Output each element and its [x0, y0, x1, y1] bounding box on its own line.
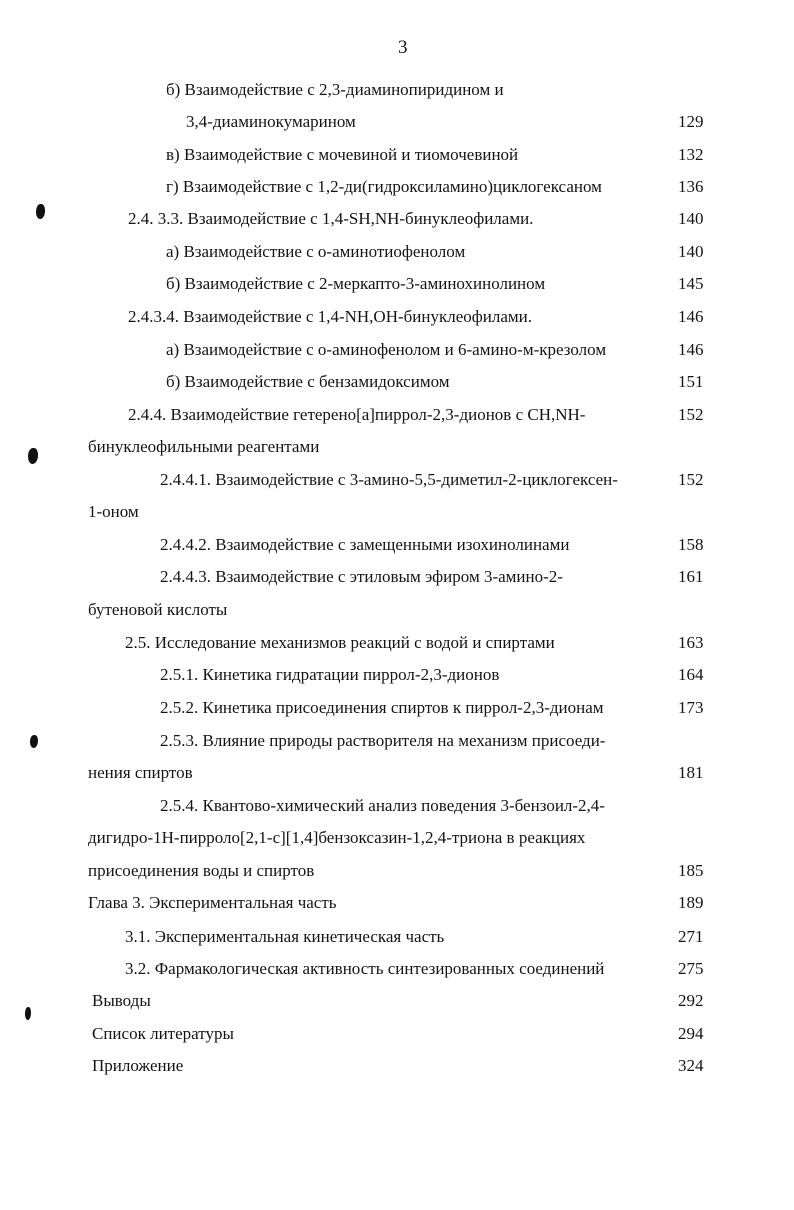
- page-number: 3: [398, 37, 408, 58]
- toc-page-number: 271: [678, 927, 704, 946]
- scan-spot: [25, 1007, 31, 1020]
- toc-entry-text: бутеновой кислоты: [88, 600, 228, 619]
- toc-entry-text: 2.4. 3.3. Взаимодействие с 1,4-SH,NH-бинуклеофилами.: [128, 209, 534, 228]
- toc-entry-text: Глава 3. Экспериментальная часть: [88, 893, 337, 912]
- toc-entry-text: а) Взаимодействие с о-аминотиофенолом: [166, 242, 466, 261]
- toc-entry-text: 2.5. Исследование механизмов реакций с водой и спиртами: [125, 633, 555, 652]
- toc-page-number: 181: [678, 763, 704, 782]
- toc-page-number: 140: [678, 209, 704, 228]
- scan-spot: [28, 448, 38, 464]
- toc-page-number: 292: [678, 991, 704, 1010]
- toc-page-number: 324: [678, 1056, 704, 1075]
- scan-spot: [30, 735, 38, 748]
- toc-page-number: 161: [678, 567, 704, 586]
- toc-page-number: 152: [678, 470, 704, 489]
- toc-page-number: 164: [678, 665, 704, 684]
- toc-entry-text: б) Взаимодействие с 2-меркапто-3-аминохинолином: [166, 274, 546, 293]
- toc-entry-text: 2.4.4.1. Взаимодействие с 3-амино-5,5-диметил-2-циклогексен-: [160, 470, 618, 489]
- toc-page-number: 146: [678, 340, 704, 359]
- toc-page-number: 185: [678, 861, 704, 880]
- toc-entry-text: Выводы: [92, 991, 151, 1010]
- toc-page-number: 132: [678, 145, 704, 164]
- toc-page-number: 173: [678, 698, 704, 717]
- toc-page-number: 275: [678, 959, 704, 978]
- toc-entry-text: Приложение: [92, 1056, 184, 1075]
- toc-entry-text: 2.5.1. Кинетика гидратации пиррол-2,3-дионов: [160, 665, 500, 684]
- toc-entry-text: Список литературы: [92, 1024, 234, 1043]
- toc-entry-text: 2.4.3.4. Взаимодействие с 1,4-NH,OH-бинуклеофилами.: [128, 307, 533, 326]
- toc-entry-text: 2.4.4.2. Взаимодействие с замещенными изохинолинами: [160, 535, 570, 554]
- toc-page-number: 145: [678, 274, 704, 293]
- toc-page-number: 163: [678, 633, 704, 652]
- toc-entry-text: 3,4-диаминокумарином: [186, 112, 356, 131]
- toc-entry-text: а) Взаимодействие с о-аминофенолом и 6-амино-м-крезолом: [166, 340, 607, 359]
- toc-page-number: 129: [678, 112, 704, 131]
- toc-entry-text: присоединения воды и спиртов: [88, 861, 315, 880]
- toc-entry-text: 3.1. Экспериментальная кинетическая часть: [125, 927, 445, 946]
- toc-page-number: 189: [678, 893, 704, 912]
- toc-entry-text: бинуклеофильными реагентами: [88, 437, 320, 456]
- toc-entry-text: 2.5.3. Влияние природы растворителя на механизм присоеди-: [160, 731, 606, 750]
- toc-page-number: 152: [678, 405, 704, 424]
- toc-entry-text: 2.5.4. Квантово-химический анализ поведения 3-бензоил-2,4-: [160, 796, 605, 815]
- toc-entry-text: б) Взаимодействие с бензамидоксимом: [166, 372, 450, 391]
- toc-entry-text: б) Взаимодействие с 2,3-диаминопиридином и: [166, 80, 504, 99]
- toc-entry-text: 1-оном: [88, 502, 139, 521]
- toc-entry-text: 2.5.2. Кинетика присоединения спиртов к пиррол-2,3-дионам: [160, 698, 604, 717]
- toc-page-number: 136: [678, 177, 704, 196]
- toc-entry-text: дигидро-1H-пирроло[2,1-с][1,4]бензоксазин-1,2,4-триона в реакциях: [88, 828, 586, 847]
- toc-page-number: 140: [678, 242, 704, 261]
- toc-entry-text: 2.4.4.3. Взаимодействие с этиловым эфиром 3-амино-2-: [160, 567, 563, 586]
- toc-entry-text: 2.4.4. Взаимодействие гетерено[а]пиррол-2,3-дионов с CH,NH-: [128, 405, 586, 424]
- toc-entry-text: в) Взаимодействие с мочевиной и тиомочевиной: [166, 145, 519, 164]
- toc-page-number: 158: [678, 535, 704, 554]
- toc-entry-text: 3.2. Фармакологическая активность синтезированных соединений: [125, 959, 605, 978]
- toc-page-number: 146: [678, 307, 704, 326]
- scan-spot: [36, 204, 45, 219]
- toc-page-number: 294: [678, 1024, 704, 1043]
- toc-page-number: 151: [678, 372, 704, 391]
- toc-entry-text: г) Взаимодействие с 1,2-ди(гидроксиламино)циклогексаном: [166, 177, 602, 196]
- toc-entry-text: нения спиртов: [88, 763, 193, 782]
